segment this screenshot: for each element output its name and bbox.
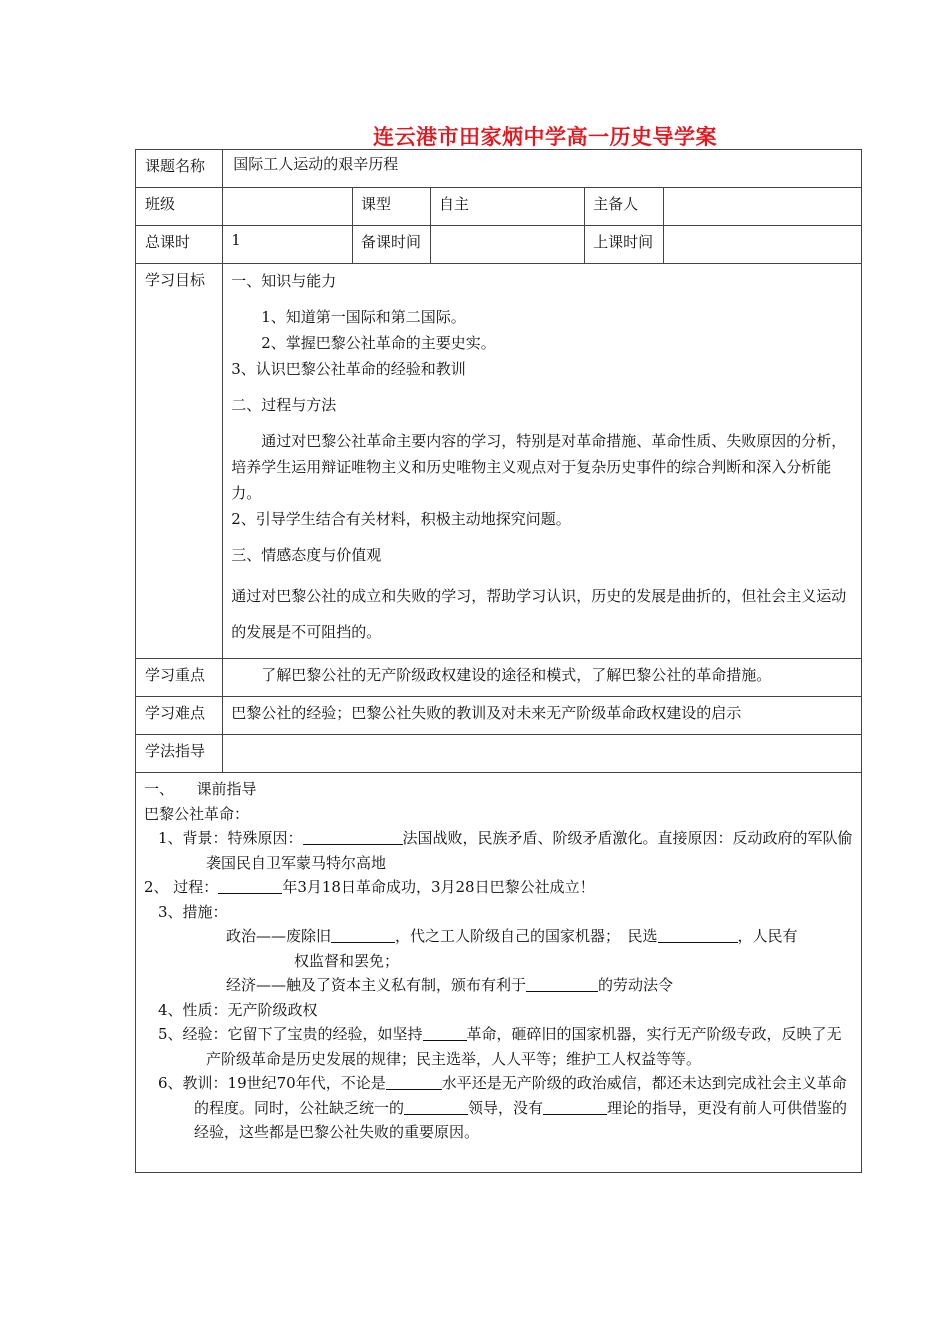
objective-paragraph: 通过对巴黎公社的成立和失败的学习，帮助学习认识，历史的发展是曲折的，但社会主义运动的发展是不可阻挡的。 <box>231 587 847 641</box>
class-label: 班级 <box>136 188 223 226</box>
objective-item: 3、认识巴黎公社革命的经验和教训 <box>231 360 466 378</box>
fill-blank[interactable] <box>423 1024 467 1041</box>
prep-time-value <box>431 226 585 264</box>
row-preclass <box>136 773 862 1173</box>
objective-paragraph: 通过对巴黎公社革命主要内容的学习，特别是对革命措施、革命性质、失败原因的分析，培养学生运用辩证唯物主义和历史唯物主义观点对于复杂历史事件的综合判断和深入分析能力。 <box>231 432 847 502</box>
fill-blank[interactable] <box>404 1098 468 1115</box>
preclass-heading: 一、 课前指导 <box>144 780 257 798</box>
preclass-subheading: 巴黎公社革命： <box>144 804 250 823</box>
row-difficulty <box>136 697 862 735</box>
class-value <box>223 188 353 226</box>
objective-item: 2、掌握巴黎公社革命的主要史实。 <box>261 334 496 352</box>
preclass-text: 理论的指导，更没有前人可供借鉴的经验，这些都是巴黎公社失败的重要原因。 <box>194 1098 848 1141</box>
objectives-content <box>223 264 862 659</box>
fill-blank[interactable] <box>386 1073 442 1090</box>
hours-label: 总课时 <box>136 226 223 264</box>
preclass-content <box>136 773 862 1173</box>
preclass-text: 的劳动法令 <box>598 976 674 994</box>
preclass-text: ，代之工人阶级自己的国家机器； 民选 <box>395 927 658 945</box>
objectives-section-1: 一、知识与能力 <box>231 272 337 290</box>
hours-value: 1 <box>223 226 353 264</box>
topic-value: 国际工人运动的艰辛历程 <box>223 150 862 188</box>
fill-blank[interactable] <box>218 877 282 894</box>
difficulty-text: 巴黎公社的经验；巴黎公社失败的教训及对未来无产阶级革命政权建设的启示 <box>223 697 862 735</box>
preclass-text: 1、背景：特殊原因： <box>158 829 303 847</box>
row-class <box>136 188 862 226</box>
method-label: 学法指导 <box>136 735 223 773</box>
preclass-text: 政治——废除旧 <box>226 927 332 945</box>
row-objectives <box>136 264 862 659</box>
preclass-text: 权监督和罢免； <box>294 951 400 970</box>
fill-blank[interactable] <box>658 926 738 943</box>
lead-label: 主备人 <box>585 188 664 226</box>
preclass-text: 3、措施： <box>158 902 228 921</box>
difficulty-label: 学习难点 <box>136 697 223 735</box>
preclass-text: 2、 过程： <box>144 878 219 896</box>
row-focus <box>136 659 862 697</box>
row-hours <box>136 226 862 264</box>
preclass-text: 革命，砸碎旧的国家机器，实行无产阶级专政，反映了无产阶级革命是历史发展的规律；民主选举，人人平等；维护工人权益等等。 <box>206 1025 842 1068</box>
focus-text: 了解巴黎公社的无产阶级政权建设的途径和模式，了解巴黎公社的革命措施。 <box>223 659 862 697</box>
preclass-text: 经济——触及了资本主义私有制，颁布有利于 <box>226 976 527 994</box>
prep-time-label: 备课时间 <box>352 226 430 264</box>
objective-item: 1、知道第一国际和第二国际。 <box>261 308 466 326</box>
fill-blank[interactable] <box>331 926 395 943</box>
fill-blank[interactable] <box>526 975 598 992</box>
type-value: 自主 <box>431 188 585 226</box>
preclass-text: 6、教训：19世纪70年代，不论是 <box>158 1074 386 1092</box>
document-title: 连云港市田家炳中学高一历史导学案 <box>373 125 717 149</box>
preclass-text: 法国战败，民族矛盾、阶级矛盾激化。直接原因：反动政府的军队偷袭国民自卫军蒙马特尔高地 <box>206 829 853 872</box>
preclass-text: 领导，没有 <box>468 1098 544 1117</box>
objectives-section-2: 二、过程与方法 <box>231 396 337 414</box>
lesson-plan-table <box>135 149 862 1173</box>
preclass-text: ，人民有 <box>737 927 798 945</box>
row-topic <box>136 150 862 188</box>
preclass-text: 5、经验：它留下了宝贵的经验，如坚持 <box>158 1025 423 1043</box>
row-method <box>136 735 862 773</box>
objectives-label: 学习目标 <box>136 264 223 659</box>
preclass-text: 4、性质：无产阶级政权 <box>158 1000 318 1019</box>
preclass-text: 水平还是无产阶级的政治威信，都还未达到完成社会主义革命的程度。同时，公社缺乏统一的 <box>194 1074 847 1117</box>
preclass-text: 年3月18日革命成功，3月28日巴黎公社成立！ <box>282 878 595 896</box>
focus-label: 学习重点 <box>136 659 223 697</box>
fill-blank[interactable] <box>303 828 403 845</box>
objective-item: 2、引导学生结合有关材料，积极主动地探究问题。 <box>231 510 571 528</box>
objectives-section-3: 三、情感态度与价值观 <box>231 546 382 564</box>
topic-label: 课题名称 <box>136 150 223 188</box>
lead-value <box>664 188 862 226</box>
lesson-time-label: 上课时间 <box>585 226 664 264</box>
method-value <box>223 735 862 773</box>
lesson-time-value <box>664 226 862 264</box>
fill-blank[interactable] <box>543 1098 607 1115</box>
type-label: 课型 <box>352 188 430 226</box>
